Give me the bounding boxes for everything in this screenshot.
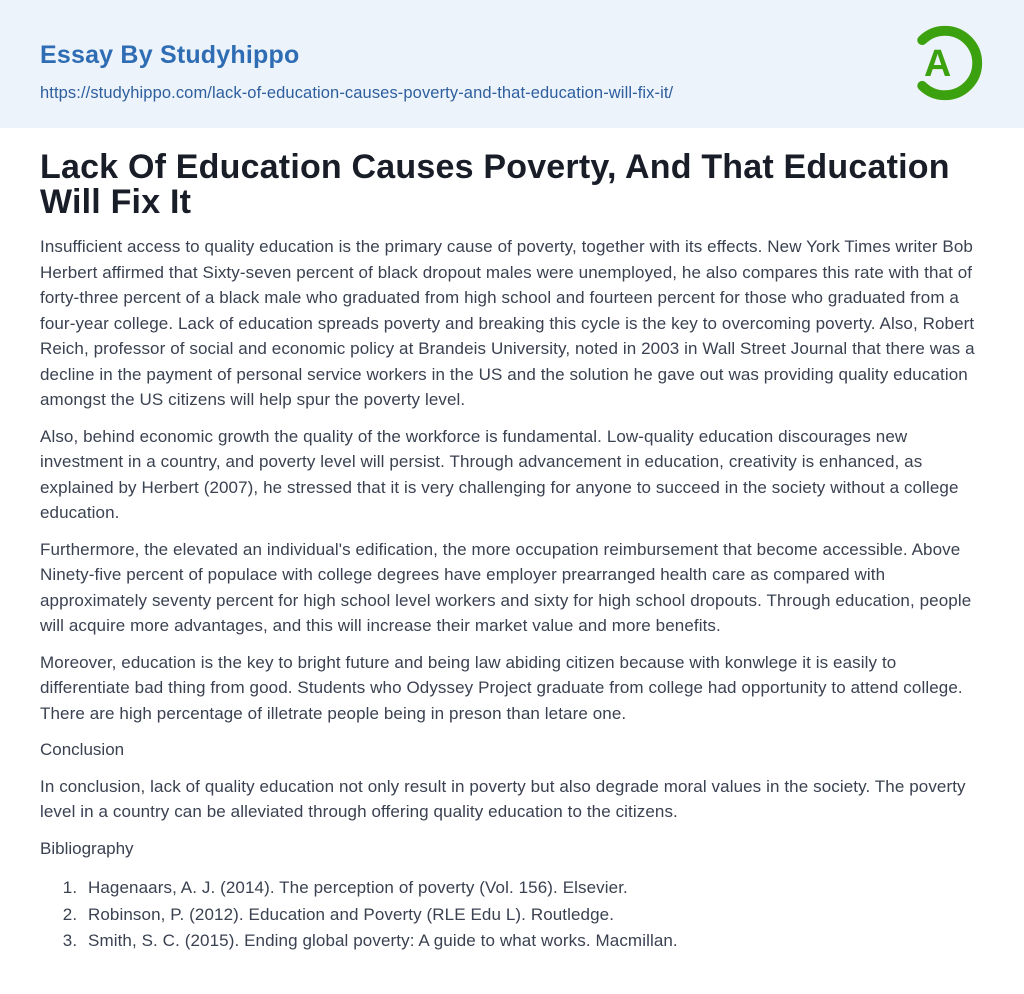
essay-content: [0, 128, 1024, 954]
essay-paragraph: Also, behind economic growth the quality of the workforce is fundamental. Low-quality education discourages new investment in a country, and poverty level will persist. Through advancement in education, creativity is enhanced, as explained by Herbert (2007), he stressed that it is very challenging for anyone to succeed in the society without a college education.: [40, 426, 959, 522]
essay-paragraph: Moreover, education is the key to bright future and being law abiding citizen because with konwlege it is easily to differentiate bad thing from good. Students who Odyssey Project graduate from college had opportunity to attend college. There are high percentage of illetrate people being in preson than letare one.: [40, 652, 963, 723]
conclusion-paragraph: In conclusion, lack of quality education not only result in poverty but also degrade moral values in the society. The poverty level in a country can be alleviated through offering quality education to the citizens.: [40, 776, 966, 821]
essay-paragraph: Furthermore, the elevated an individual's edification, the more occupation reimbursement that become accessible. Above Ninety-five percent of populace with college degrees have employer prearranged health care as compared with approximately seventy percent for high school level workers and sixty for high school dropouts. Through education, people will acquire more advantages, and this will increase their market value and more benefits.: [40, 539, 972, 635]
bibliography-item: 1. Hagenaars, A. J. (2014). The perception of poverty (Vol. 156). Elsevier.: [82, 875, 984, 901]
logo-letter: A: [923, 42, 952, 85]
essay-title: Lack Of Education Causes Poverty, And That Education Will Fix It: [40, 148, 950, 221]
bibliography-heading: Bibliography: [40, 838, 134, 858]
essay-url-link[interactable]: https://studyhippo.com/lack-of-education-causes-poverty-and-that-education-will-fix-it/: [40, 84, 674, 102]
site-title: Essay By Studyhippo: [40, 41, 300, 69]
bibliography-list: [40, 875, 984, 954]
conclusion-heading: Conclusion: [40, 740, 125, 759]
bibliography-item: 2. Robinson, P. (2012). Education and Poverty (RLE Edu L). Routledge.: [82, 902, 984, 928]
page-header: [0, 0, 1024, 128]
bibliography-item: 3. Smith, S. C. (2015). Ending global poverty: A guide to what works. Macmillan.: [82, 928, 984, 954]
essay-paragraph: Insufficient access to quality education is the primary cause of poverty, together with its effects. New York Times writer Bob Herbert affirmed that Sixty-seven percent of black dropout males were unemployed, he also compares this rate with that of forty-three percent of a black male who graduated from high school and fourteen percent for those who graduated from a four-year college. Lack of education spreads poverty and breaking this cycle is the key to overcoming poverty. Also, Robert Reich, professor of social and economic policy at Brandeis University, noted in 2003 in Wall Street Journal that there was a decline in the payment of personal service workers in the US and the solution he gave out was providing quality education amongst the US citizens will help spur the poverty level.: [40, 237, 975, 409]
studyhippo-logo-icon: [904, 22, 986, 104]
